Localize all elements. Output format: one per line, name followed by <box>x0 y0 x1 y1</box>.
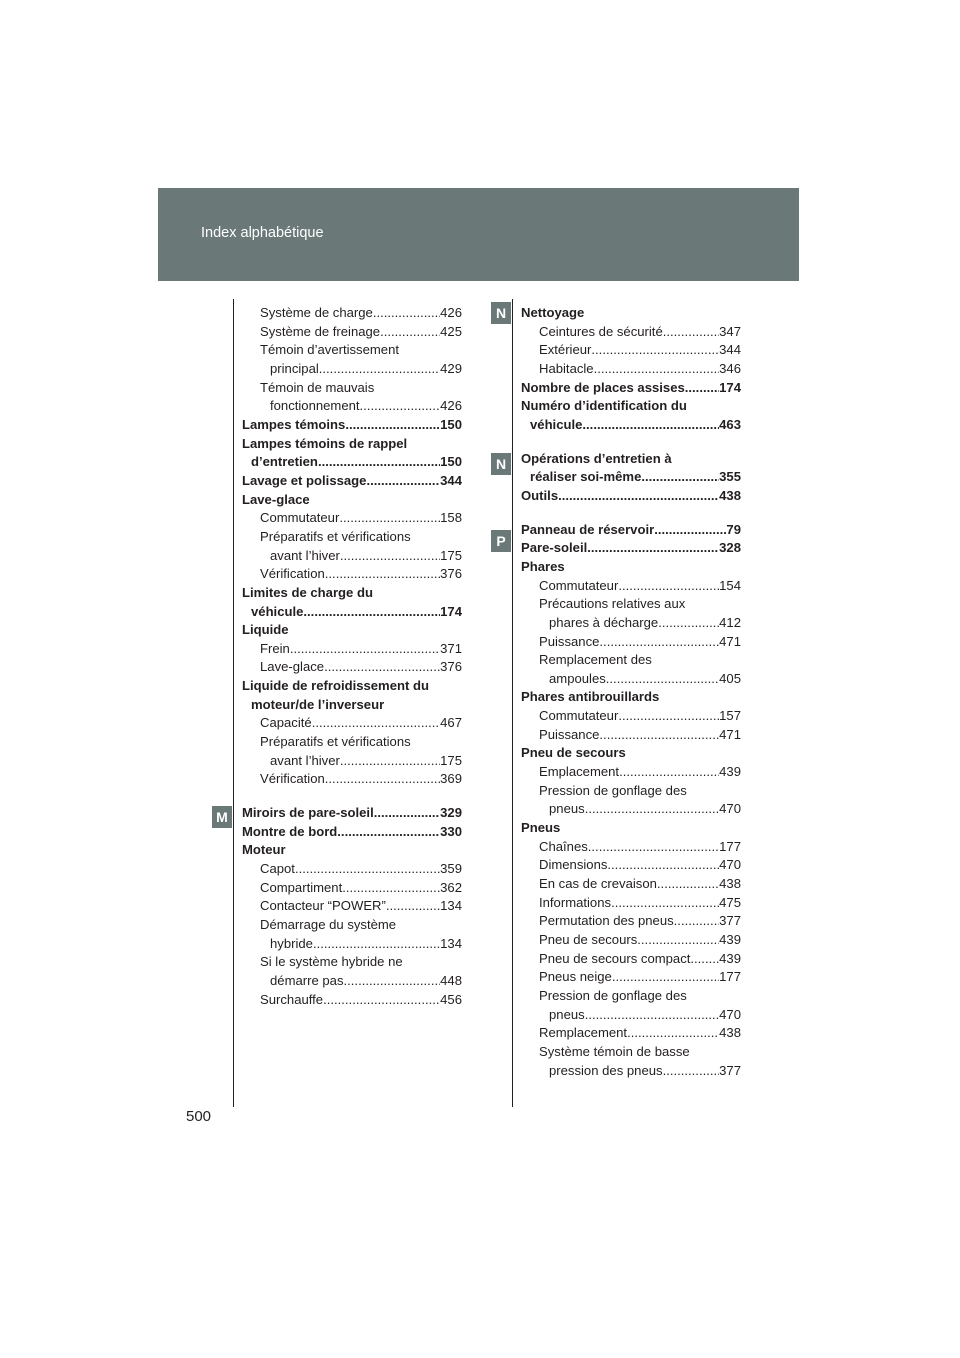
index-entry: Pare-soleil ..... 328 <box>521 539 741 558</box>
index-entry: Commutateur ..... 158 <box>242 509 462 528</box>
index-entry: Habitacle ..... 346 <box>521 360 741 379</box>
index-entry: Vérification ..... 369 <box>242 770 462 789</box>
column-divider-right <box>512 299 513 1107</box>
index-entry: En cas de crevaison ..... 438 <box>521 875 741 894</box>
index-entry: avant l’hiver ..... 175 <box>242 547 462 566</box>
index-entry: Montre de bord ..... 330 <box>242 823 462 842</box>
index-entry: démarre pas ..... 448 <box>242 972 462 991</box>
index-entry: Lave-glace <box>242 491 310 507</box>
index-entry: moteur/de l’inverseur <box>251 696 385 712</box>
index-column-left <box>242 304 462 1009</box>
index-entry: Capot ..... 359 <box>242 860 462 879</box>
index-entry: réaliser soi-même ..... 355 <box>521 468 741 487</box>
index-entry: Lave-glace ..... 376 <box>242 658 462 677</box>
index-entry: pneus ..... 470 <box>521 800 741 819</box>
index-entry: Puissance ..... 471 <box>521 726 741 745</box>
index-entry: Si le système hybride ne <box>260 954 403 970</box>
index-entry: Système témoin de basse <box>539 1043 690 1059</box>
index-entry: Contacteur “POWER” ..... 134 <box>242 897 462 916</box>
index-entry: Dimensions ..... 470 <box>521 856 741 875</box>
index-entry: Commutateur ..... 154 <box>521 577 741 596</box>
index-entry: Phares <box>521 558 565 574</box>
index-entry: Ceintures de sécurité ..... 347 <box>521 323 741 342</box>
index-entry: Pneu de secours <box>521 745 626 761</box>
index-entry: Nettoyage <box>521 305 585 320</box>
index-entry: véhicule ..... 463 <box>521 416 741 435</box>
index-entry: Pneu de secours compact ..... 439 <box>521 950 741 969</box>
index-entry: fonctionnement ..... 426 <box>242 397 462 416</box>
index-entry: Surchauffe ..... 456 <box>242 991 462 1010</box>
letter-tab-m: M <box>212 806 232 828</box>
index-entry: ampoules ..... 405 <box>521 670 741 689</box>
index-entry: Remplacement ..... 438 <box>521 1024 741 1043</box>
index-entry: Vérification ..... 376 <box>242 565 462 584</box>
index-entry: Informations ..... 475 <box>521 894 741 913</box>
index-entry: hybride ..... 134 <box>242 935 462 954</box>
index-entry: Permutation des pneus ..... 377 <box>521 912 741 931</box>
index-entry: Nombre de places assises ..... 174 <box>521 379 741 398</box>
index-entry: Pression de gonflage des <box>539 782 687 798</box>
letter-tab-p: P <box>491 530 511 552</box>
index-entry: Remplacement des <box>539 652 652 668</box>
index-entry: Limites de charge du <box>242 584 373 600</box>
letter-tab-n: N <box>491 302 511 324</box>
index-entry: Commutateur ..... 157 <box>521 707 741 726</box>
index-entry: principal ..... 429 <box>242 360 462 379</box>
index-entry: Puissance ..... 471 <box>521 633 741 652</box>
index-column-right <box>521 304 741 1080</box>
index-entry: Système de charge ..... 426 <box>242 304 462 323</box>
index-entry: Chaînes ..... 177 <box>521 838 741 857</box>
index-entry: Témoin d’avertissement <box>260 342 399 358</box>
index-entry: Outils ..... 438 <box>521 487 741 506</box>
index-entry: Lampes témoins de rappel <box>242 435 408 451</box>
index-entry: Moteur <box>242 842 286 858</box>
index-entry: Phares antibrouillards <box>521 689 660 705</box>
index-entry: pneus ..... 470 <box>521 1006 741 1025</box>
letter-tab-n-2: N <box>491 453 511 475</box>
index-entry: avant l’hiver ..... 175 <box>242 752 462 771</box>
index-entry: Liquide <box>242 622 289 638</box>
index-entry: Capacité ..... 467 <box>242 714 462 733</box>
index-entry: Pression de gonflage des <box>539 987 687 1003</box>
page-number: 500 <box>186 1108 212 1125</box>
index-entry: phares à décharge ..... 412 <box>521 614 741 633</box>
index-entry: Numéro d’identification du <box>521 398 687 414</box>
index-entry: Compartiment ..... 362 <box>242 879 462 898</box>
index-entry: Démarrage du système <box>260 917 397 932</box>
index-entry: Précautions relatives aux <box>539 596 686 612</box>
index-entry: Frein ..... 371 <box>242 640 462 659</box>
index-entry: d’entretien ..... 150 <box>242 453 462 472</box>
index-entry: Préparatifs et vérifications <box>260 734 411 750</box>
index-entry: Lavage et polissage ..... 344 <box>242 472 462 491</box>
index-entry: Pneu de secours ..... 439 <box>521 931 741 950</box>
index-entry: Miroirs de pare-soleil ..... 329 <box>242 804 462 823</box>
index-entry: Lampes témoins ..... 150 <box>242 416 462 435</box>
page-section-title: Index alphabétique <box>201 225 324 241</box>
index-entry: Système de freinage ..... 425 <box>242 323 462 342</box>
index-entry: Opérations d’entretien à <box>521 450 672 466</box>
column-divider-left <box>233 299 234 1107</box>
index-entry: Témoin de mauvais <box>260 379 375 395</box>
index-entry: véhicule ..... 174 <box>242 603 462 622</box>
index-entry: Panneau de réservoir ..... 79 <box>521 521 741 540</box>
index-entry: Pneus <box>521 820 561 836</box>
header-bar <box>158 188 799 281</box>
index-entry: pression des pneus ..... 377 <box>521 1062 741 1081</box>
index-entry: Liquide de refroidissement du <box>242 678 429 694</box>
index-entry: Préparatifs et vérifications <box>260 528 411 544</box>
index-entry: Emplacement ..... 439 <box>521 763 741 782</box>
index-entry: Extérieur ..... 344 <box>521 341 741 360</box>
index-entry: Pneus neige ..... 177 <box>521 968 741 987</box>
